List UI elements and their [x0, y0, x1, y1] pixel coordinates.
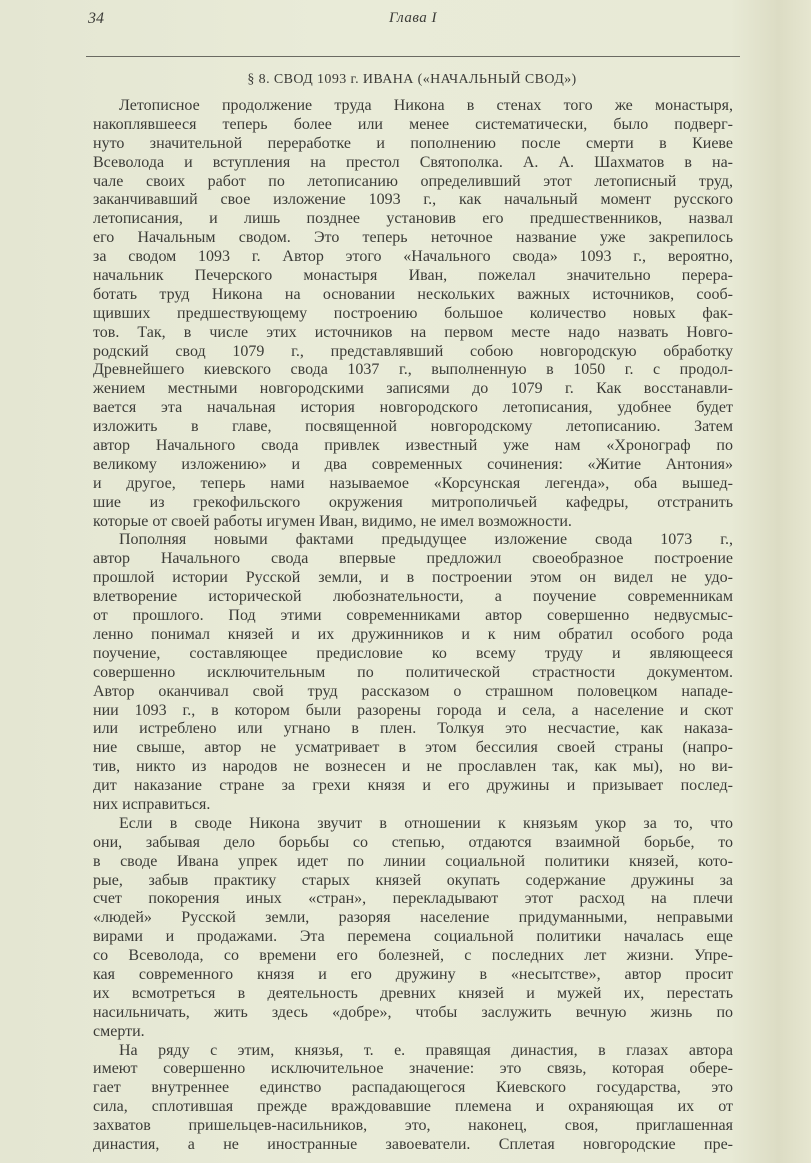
text-line: На ряду с этим, князья, т. е. правящая династия, в глазах автора — [119, 1041, 733, 1059]
text-line: нии 1093 г., в котором были разорены города и села, а население и скот — [93, 701, 733, 719]
text-line: сила, сплотившая прежде враждовавшие племена и охраняющая их от — [93, 1098, 733, 1116]
text-line: кая современного князя и его дружину в «несытстве», автор просит — [93, 965, 733, 983]
text-line: них исправиться. — [93, 795, 211, 813]
text-line: имеют совершенно исключительное значение: это связь, которая обере- — [93, 1060, 733, 1078]
text-line: Пополняя новыми фактами предыдущее изложение свода 1073 г., — [119, 531, 733, 549]
text-line: ботать труд Никона на основании нескольких важных источников, сооб- — [93, 285, 733, 303]
text-line: великому изложению» и два современных сочинения: «Житие Антония» — [93, 455, 733, 473]
text-line: автор Начального свода привлек известный уже нам «Хронограф по — [93, 437, 733, 455]
text-line: родский свод 1079 г., представлявший собою новгородскую обработку — [93, 342, 733, 360]
paragraph — [93, 815, 733, 1042]
text-line: летописания, и лишь позднее установив его предшественников, назвал — [93, 210, 733, 228]
text-line: совершенно исключительным по политической страстности документом. — [93, 663, 733, 681]
text-line: они, забывая дело борьбы со степью, отдаются взаимной борьбе, то — [93, 833, 733, 851]
text-line: счет покорения иных «стран», перекладывают этот расход на плечи — [93, 890, 733, 908]
text-line: автор Начального свода впервые предложил своеобразное построение — [93, 550, 733, 568]
text-line: гает внутреннее единство распадающегося Киевского государства, это — [93, 1079, 733, 1097]
text-line: его Начальным сводом. Это теперь неточное название уже закрепилось — [93, 229, 733, 247]
text-line: заканчивавший свое изложение 1093 г., как начальный момент русского — [93, 191, 733, 209]
text-line: Всеволода и вступления на престол Святополка. А. А. Шахматов в на- — [93, 153, 733, 171]
text-line: Древнейшего киевского свода 1037 г., выполненную в 1050 г. с продол- — [93, 361, 733, 379]
text-line: вирами и продажами. Эта перемена социальной политики началась еще — [93, 928, 733, 946]
text-line: шие из грекофильского окружения митрополичьей кафедры, отстранить — [93, 493, 733, 511]
text-line: чале своих работ по летописанию определивший этот летописный труд, — [93, 172, 733, 190]
text-line: «людей» Русской земли, разоряя население придуманными, неправыми — [93, 909, 733, 927]
text-line: тов. Так, в числе этих источников на первом месте надо назвать Новго- — [93, 323, 733, 341]
text-line: ние свыше, автор не усматривает в этом бессилия своей страны (напро- — [93, 739, 733, 757]
page-header — [88, 10, 738, 32]
text-line: вается эта начальная история новгородского летописания, удобнее будет — [93, 399, 733, 417]
text-line: в своде Ивана упрек идет по линии социальной политики князей, кото- — [93, 852, 733, 870]
text-line: щивших предшествующему построению большое количество новых фак- — [93, 304, 733, 322]
text-line: захватов пришельцев-насильников, это, наконец, своя, приглашенная — [93, 1117, 733, 1135]
text-line: накоплявшееся теперь более или менее систематически, было подверг- — [93, 115, 733, 133]
text-line: насильничать, жить здесь «добре», чтобы заслужить вечную жизнь по — [93, 1003, 733, 1021]
text-line: ленно понимал князей и их дружинников и к ним обратил особого рода — [93, 625, 733, 643]
paragraph — [93, 531, 733, 814]
text-line: их всмотреться в деятельность древних князей и мужей их, перестать — [93, 984, 733, 1002]
text-line: изложить в главе, посвященной новгородскому летописанию. Затем — [93, 418, 733, 436]
text-line: нуто значительной переработке и пополнению после смерти в Киеве — [93, 134, 733, 152]
text-line: от прошлого. Под этими современниками автор совершенно недвусмыс- — [93, 607, 733, 625]
text-line: поучение, составляющее предисловие ко всему труду и являющееся — [93, 644, 733, 662]
text-line: рые, забыв практику старых князей окупать содержание дружины за — [93, 871, 733, 889]
text-line: за сводом 1093 г. Автор этого «Начального свода» 1093 г., вероятно, — [93, 248, 733, 266]
section-title: § 8. СВОД 1093 г. ИВАНА («НАЧАЛЬНЫЙ СВОД») — [247, 72, 577, 87]
text-line: и другое, теперь нами называемое «Корсунская легенда», оба вышед- — [93, 474, 733, 492]
text-line: жением местными новгородскими записями до 1079 г. Как восстанавли- — [93, 380, 733, 398]
text-line: Летописное продолжение труда Никона в стенах того же монастыря, — [119, 97, 733, 114]
text-line: или истреблено или угнано в плен. Толкуя это несчастие, как наказа- — [93, 720, 733, 738]
text-line: прошлой истории Русской земли, и в построении этом он видел не удо- — [93, 569, 733, 587]
text-line: Автор оканчивал свой труд рассказом о страшном половецком нападе- — [93, 682, 733, 700]
text-line: династия, а не иностранные завоеватели. Сплетая новгородские пре- — [93, 1135, 733, 1153]
paragraph — [93, 97, 733, 531]
text-line: со Всеволода, со времени его болезней, с последних лет жизни. Упре- — [93, 947, 733, 965]
running-title: Глава I — [388, 10, 438, 26]
header-rule — [86, 56, 740, 57]
text-line: Если в своде Никона звучит в отношении к князьям укор за то, что — [119, 814, 733, 832]
body-text — [93, 97, 733, 1155]
text-line: дит наказание стране за грехи князя и его дружины и призывает послед- — [93, 777, 733, 795]
paragraph — [93, 1042, 733, 1155]
text-line: тив, никто из народов не вознесен и не прославлен так, как мы), но ви- — [93, 758, 733, 776]
text-line: влетворение исторической любознательности, а поучение современникам — [93, 588, 733, 606]
text-line: которые от своей работы игумен Иван, видимо, не имел возможности. — [93, 512, 572, 530]
text-line: начальник Печерского монастыря Иван, пожелал значительно перера- — [93, 267, 733, 285]
text-line: смерти. — [93, 1022, 145, 1040]
page-number: 34 — [88, 10, 104, 27]
